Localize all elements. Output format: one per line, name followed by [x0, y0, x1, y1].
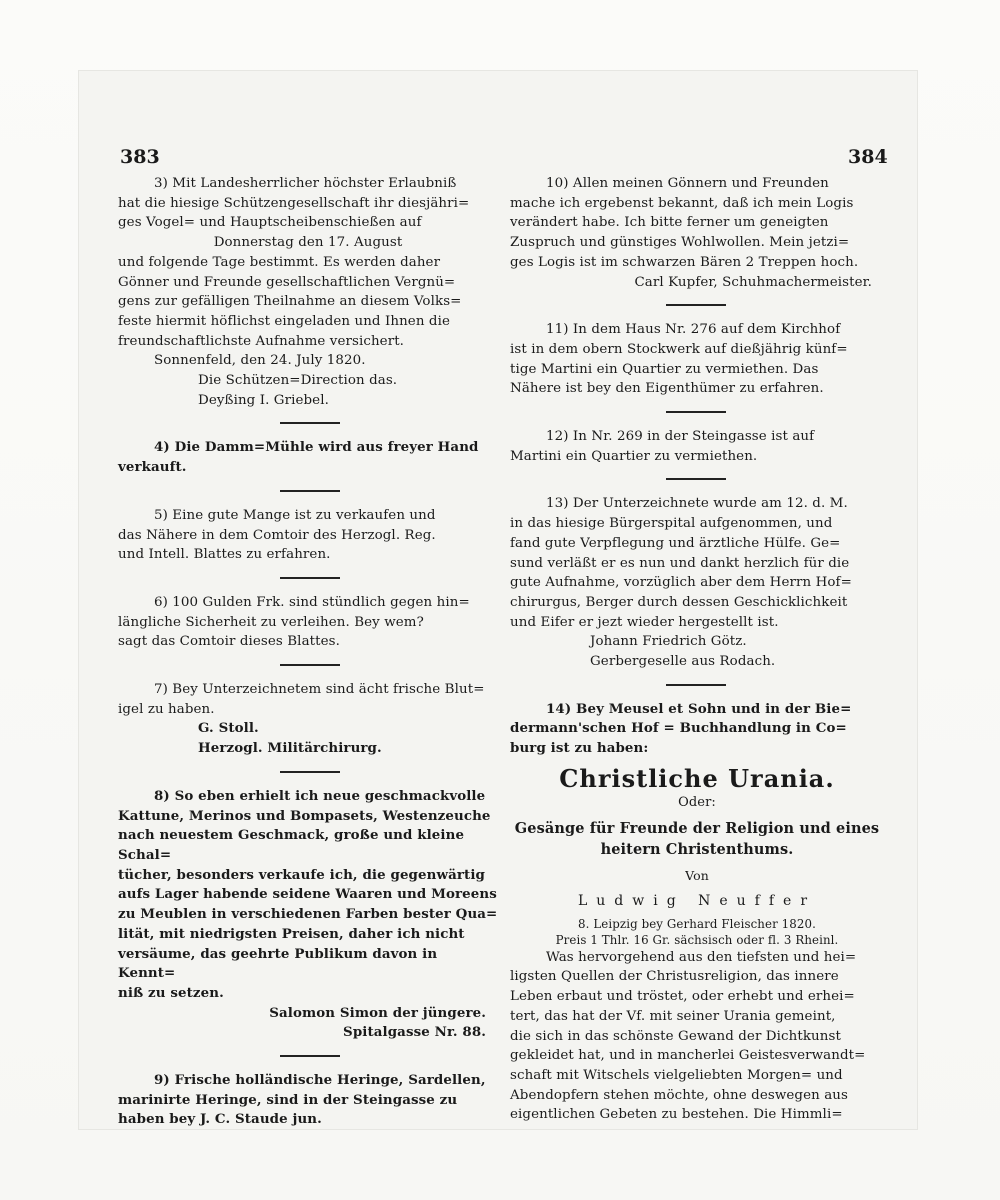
text-line: Was hervorgehend aus den tiefsten und hei=: [546, 949, 857, 965]
text-line: fand gute Verpflegung und ärztliche Hülfe. Ge=: [510, 535, 841, 551]
place-date: Sonnenfeld, den 24. July 1820.: [154, 353, 366, 369]
signature: Die Schützen=Direction das.: [198, 373, 398, 389]
signature: Salomon Simon der jüngere.: [269, 1004, 486, 1021]
signature: G. Stoll.: [198, 720, 259, 737]
signature: Deyßing I. Griebel.: [198, 392, 329, 408]
text-line: ges Vogel= und Hauptscheibenschießen auf: [118, 215, 422, 231]
text-line: burg ist zu haben:: [510, 740, 649, 757]
text-line: igel zu haben.: [118, 701, 215, 717]
event-date: Donnerstag den 17. August: [213, 235, 403, 251]
text-line: und Eifer er jezt wieder hergestellt ist.: [510, 614, 779, 630]
notice-12: [510, 427, 884, 466]
book-title-oder: Oder:: [678, 794, 716, 810]
separator-rule: [280, 771, 340, 773]
notice-14: [510, 700, 884, 1125]
text-line: Zuspruch und günstiges Wohlwollen. Mein jetzi=: [510, 235, 850, 251]
text-line: aufs Lager habende seidene Waaren und Moreens: [118, 886, 497, 903]
text-line: ligsten Quellen der Christusreligion, das innere: [510, 969, 839, 985]
text-line: dermann'schen Hof = Buchhandlung in Co=: [510, 720, 847, 737]
separator-rule: [280, 490, 340, 492]
text-line: niß zu setzen.: [118, 984, 224, 1001]
text-line: 3) Mit Landesherrlicher höchster Erlaubniß: [154, 176, 457, 191]
text-line: gute Aufnahme, vorzüglich aber dem Herrn Hof=: [510, 575, 852, 591]
text-line: hat die hiesige Schützengesellschaft ihr diesjähri=: [118, 195, 470, 211]
text-line: Gönner und Freunde gesellschaftlichen Vergnü=: [118, 274, 456, 290]
text-line: tert, das hat der Vf. mit seiner Urania gemeint,: [510, 1008, 836, 1024]
text-line: ist in dem obern Stockwerk auf dießjährig künf=: [510, 341, 848, 357]
text-line: 13) Der Unterzeichnete wurde am 12. d. M.: [546, 496, 848, 512]
text-line: und folgende Tage bestimmt. Es werden daher: [118, 254, 441, 270]
text-line: mache ich ergebenst bekannt, daß ich mein Logis: [510, 195, 854, 211]
text-line: gens zur gefälligen Theilnahme an diesem Volks=: [118, 294, 462, 310]
notice-8: [118, 787, 498, 1043]
text-line: das Nähere in dem Comtoir des Herzogl. Reg.: [118, 527, 436, 543]
notice-9: [118, 1071, 498, 1130]
separator-rule: [280, 577, 340, 579]
text-line: und Intell. Blattes zu erfahren.: [118, 547, 331, 563]
text-line: 9) Frische holländische Heringe, Sardellen,: [154, 1072, 486, 1089]
text-line: feste hiermit höflichst eingeladen und Ihnen die: [118, 313, 450, 329]
signature: Carl Kupfer, Schuhmachermeister.: [634, 274, 872, 290]
notice-3: [118, 174, 498, 410]
text-line: versäume, das geehrte Publikum davon in Kennt=: [118, 945, 438, 982]
text-line: 10) Allen meinen Gönnern und Freunden: [546, 176, 829, 191]
text-line: marinirte Heringe, sind in der Steingasse zu: [118, 1091, 458, 1108]
text-line: 8) So eben erhielt ich neue geschmackvolle: [154, 787, 486, 804]
text-line: chirurgus, Berger durch dessen Geschicklichkeit: [510, 594, 848, 610]
separator-rule: [280, 664, 340, 666]
text-line: ges Logis ist im schwarzen Bären 2 Treppen hoch.: [510, 254, 859, 270]
text-line: 7) Bey Unterzeichnetem sind ächt frische Blut=: [154, 682, 485, 698]
subtitle-line: heitern Christenthums.: [600, 841, 794, 859]
notice-13: [510, 494, 884, 671]
text-line: 11) In dem Haus Nr. 276 auf dem Kirchhof: [546, 322, 841, 338]
text-line: verkauft.: [118, 459, 187, 476]
separator-rule: [666, 411, 726, 413]
text-line: haben bey J. C. Staude jun.: [118, 1111, 322, 1128]
text-line: Nähere ist bey den Eigenthümer zu erfahren.: [510, 381, 824, 397]
text-line: sagt das Comtoir dieses Blattes.: [118, 634, 340, 650]
text-line: 6) 100 Gulden Frk. sind stündlich gegen hin=: [154, 594, 470, 610]
signature: Spitalgasse Nr. 88.: [343, 1024, 486, 1041]
text-line: eigentlichen Gebeten zu bestehen. Die Himmli=: [510, 1107, 843, 1123]
page-number-left: 383: [120, 146, 160, 168]
text-line: Leben erbaut und tröstet, oder erhebt und erhei=: [510, 989, 855, 1005]
signature: Gerbergeselle aus Rodach.: [590, 654, 776, 670]
text-line: lität, mit niedrigsten Preisen, daher ich nicht: [118, 925, 465, 942]
text-line: sund verläßt er es nun und dankt herzlich für die: [510, 555, 850, 571]
text-line: Martini ein Quartier zu vermiethen.: [510, 448, 758, 464]
right-column: [510, 174, 884, 1125]
text-line: gekleidet hat, und in mancherlei Geistesverwandt=: [510, 1048, 866, 1064]
signature: Johann Friedrich Götz.: [590, 634, 747, 650]
subtitle-line: Gesänge für Freunde der Religion und eines: [514, 820, 880, 838]
separator-rule: [666, 304, 726, 306]
text-line: 5) Eine gute Mange ist zu verkaufen und: [154, 507, 436, 523]
notice-4: [118, 438, 498, 477]
notice-6: [118, 593, 498, 652]
text-line: nach neuestem Geschmack, große und kleine Schal=: [118, 827, 465, 863]
text-line: tücher, besonders verkaufe ich, die gegenwärtig: [118, 866, 485, 883]
signature: Herzogl. Militärchirurg.: [198, 740, 382, 757]
separator-rule: [280, 1055, 340, 1057]
text-line: 12) In Nr. 269 in der Steingasse ist auf: [546, 429, 815, 445]
von-label: Von: [685, 868, 709, 884]
text-line: die sich in das schönste Gewand der Dichtkunst: [510, 1028, 841, 1044]
separator-rule: [666, 684, 726, 686]
page-number-right: 384: [848, 146, 888, 168]
text-line: freundschaftlichste Aufnahme versichert.: [118, 333, 405, 349]
text-line: tige Martini ein Quartier zu vermiethen. Das: [510, 361, 819, 377]
text-line: 14) Bey Meusel et Sohn und in der Bie=: [546, 700, 852, 717]
separator-rule: [666, 478, 726, 480]
notice-5: [118, 506, 498, 565]
publication-info: 8. Leipzig bey Gerhard Fleischer 1820.: [578, 916, 816, 931]
text-line: längliche Sicherheit zu verleihen. Bey wem?: [118, 614, 424, 630]
notice-11: [510, 320, 884, 399]
text-line: zu Meublen in verschiedenen Farben bester Qua=: [118, 906, 498, 923]
separator-rule: [280, 422, 340, 424]
text-line: schaft mit Witschels vielgeliebten Morgen= und: [510, 1067, 843, 1083]
price-info: Preis 1 Thlr. 16 Gr. sächsisch oder fl. 3 Rheinl.: [555, 932, 839, 947]
book-subtitle: [510, 818, 884, 860]
notice-7: [118, 680, 498, 759]
text-line: Abendopfern stehen möchte, ohne deswegen aus: [510, 1087, 848, 1103]
notice-10: [510, 174, 884, 292]
text-line: in das hiesige Bürgerspital aufgenommen, und: [510, 516, 833, 532]
left-column: [118, 174, 498, 1130]
text-line: verändert habe. Ich bitte ferner um geneigten: [510, 215, 829, 231]
text-line: 4) Die Damm=Mühle wird aus freyer Hand: [154, 439, 479, 456]
book-author: Ludwig Neuffer: [577, 892, 817, 909]
book-title: Christliche Urania.: [559, 763, 835, 793]
text-line: Kattune, Merinos und Bompasets, Westenzeuche: [118, 807, 491, 824]
